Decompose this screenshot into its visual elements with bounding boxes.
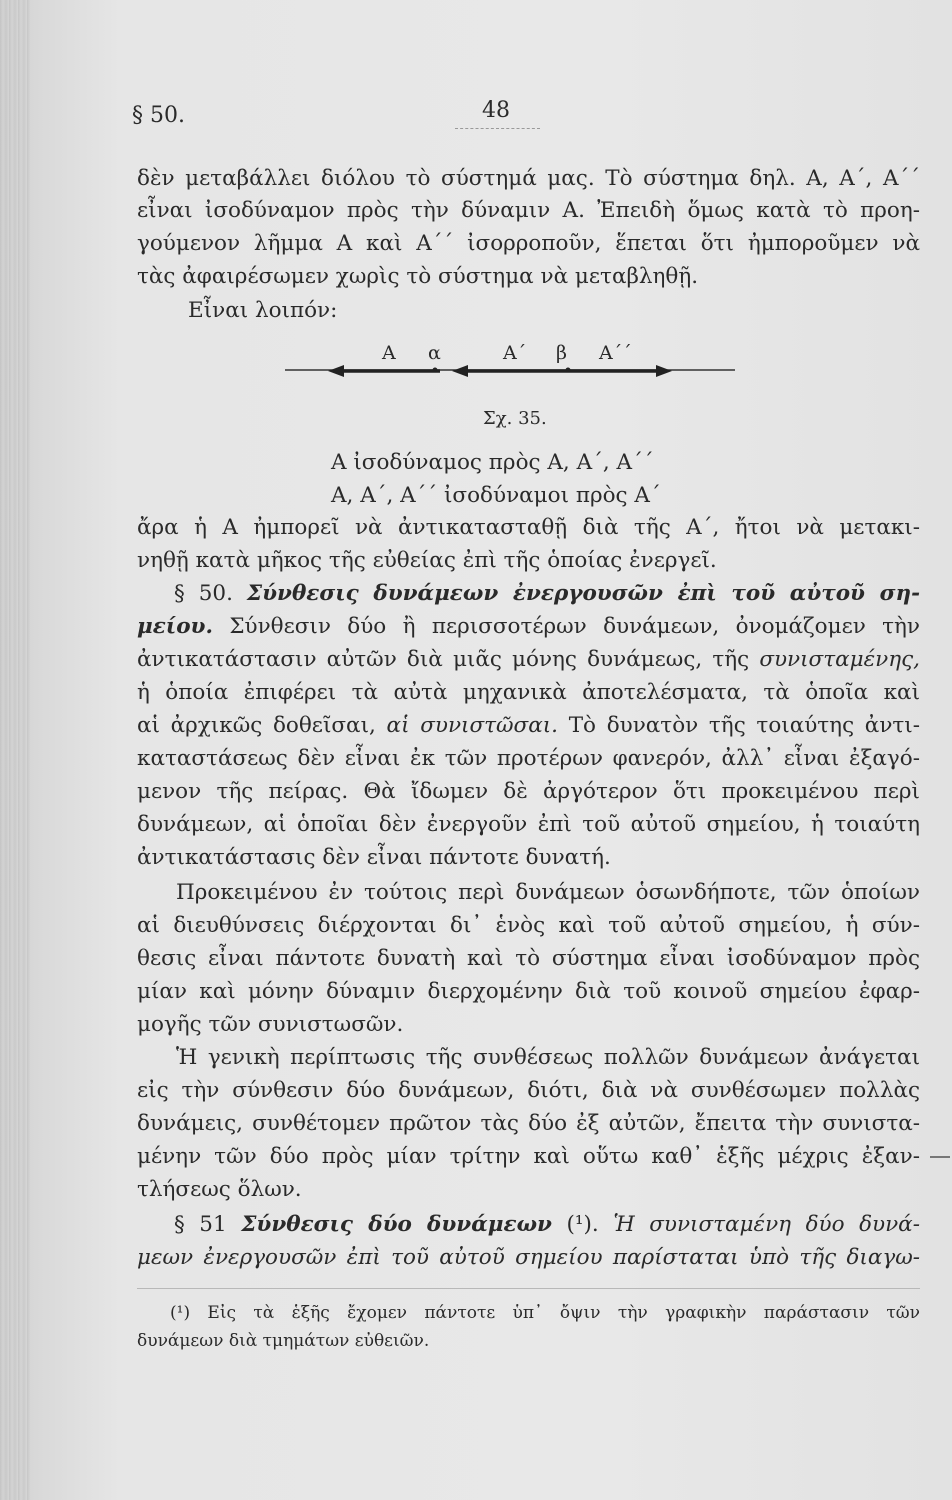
text-line [137,612,920,642]
figure-label: Α΄ [503,342,527,364]
point-beta [566,368,571,373]
page-number: 48 [482,98,510,123]
figure-label: α [428,342,441,364]
text-span: ἀντικατάστασιν αὐτῶν διὰ μιᾶς μόνης δυνάμεως, τῆς [137,647,750,672]
section-heading [174,1210,920,1240]
text-span: Ἡ συνισταμένη δύο δυνά- [613,1212,920,1237]
equation-line: Α, Α΄, Α΄΄ ἰσοδύναμοι πρὸς Α΄ [331,483,661,508]
arrowhead-left-2 [452,365,468,377]
term-resultant: συνισταμένης, [759,647,920,672]
text-line: καταστάσεως δὲν εἶναι ἐκ τῶν προτέρων φανερόν, ἀλλ᾽ εἶναι ἐξαγό- [137,746,920,771]
footnote-line: δυνάμεων διὰ τμημάτων εὐθειῶν. [137,1331,430,1351]
text-line: δυνάμεις, συνθέτομεν πρῶτον τὰς δύο ἐξ αὐτῶν, ἔπειτα τὴν συνιστα- [137,1111,920,1136]
text-line: γούμενον λῆμμα Α καὶ Α΄΄ ἰσορροποῦν, ἕπεται ὅτι ἠμποροῦμεν νὰ [137,231,920,256]
text-line: νηθῇ κατὰ μῆκος τῆς εὐθείας ἐπὶ τῆς ὁποίας ἐνεργεῖ. [137,548,717,573]
text-line: τὰς ἀφαιρέσωμεν χωρὶς τὸ σύστημα νὰ μεταβληθῇ. [137,264,699,289]
page-edge-shadow [0,0,30,1500]
section-mark: § 51 [174,1212,227,1237]
section-title: Σύνθεσις δύο δυνάμεων [241,1212,552,1237]
text-line: ἄρα ἡ Α ἠμπορεῖ νὰ ἀντικατασταθῇ διὰ τῆς Α΄, ἤτοι νὰ μετακι- [137,515,920,540]
margin-mark [930,1156,950,1158]
text-line: δυνάμεων, αἱ ὁποῖαι δὲν ἐνεργοῦν ἐπὶ τοῦ αὐτοῦ σημείου, ἡ τοιαύτη [137,812,920,837]
text-line: Εἶναι λοιπόν: [188,298,338,323]
text-line: ἡ ὁποία ἐπιφέρει τὰ αὐτὰ μηχανικὰ ἀποτελέσματα, τὰ ὁποῖα καὶ [137,680,920,705]
force-line-diagram [280,355,740,385]
arrowhead-right [656,365,672,377]
text-line: θεσις εἶναι πάντοτε δυνατὴ καὶ τὸ σύστημα εἶναι ἰσοδύναμον πρὸς [137,946,920,971]
text-span: Τὸ δυνατὸν τῆς τοιαύτης ἀντι- [568,713,920,738]
figure-label: Α [382,342,396,364]
text-line: εἰς τὴν σύνθεσιν δύο δυνάμεων, διότι, διὰ νὰ συνθέσωμεν πολλὰς [137,1078,920,1103]
text-span: αἱ ἀρχικῶς δοθεῖσαι, [137,713,376,738]
term-components: αἱ συνιστῶσαι. [386,713,559,738]
text-line [137,711,920,741]
text-line: Ἡ γενικὴ περίπτωσις τῆς συνθέσεως πολλῶν δυνάμεων ἀνάγεται [176,1045,920,1070]
text-line: ἀντικατάστασις δὲν εἶναι πάντοτε δυνατή. [137,845,611,870]
section-title: Σύνθεσις δυνάμεων ἐνεργουσῶν ἐπὶ τοῦ αὐτοῦ ση- [246,581,920,606]
text-line: τλήσεως ὅλων. [137,1177,302,1202]
section-title-end: μείου. [137,614,213,639]
header-section: § 50. [132,103,185,128]
section-heading [174,579,920,609]
text-line: μενον τῆς πείρας. Θὰ ἴδωμεν δὲ ἀργότερον ὅτι προκειμένου περὶ [137,779,920,804]
equation-line: Α ἰσοδύναμος πρὸς Α, Α΄, Α΄΄ [331,450,654,475]
footnote-line: (¹) Εἰς τὰ ἑξῆς ἔχομεν πάντοτε ὑπ᾽ ὄψιν τὴν γραφικὴν παράστασιν τῶν [170,1303,920,1323]
arrowhead-left-1 [328,365,344,377]
page-number-rule [455,128,540,129]
text-span: Σύνθεσιν δύο ἢ περισσοτέρων δυνάμεων, ὀνομάζομεν τὴν [229,614,920,639]
point-alpha [433,368,438,373]
text-line: Προκειμένου ἐν τούτοις περὶ δυνάμεων ὁσωνδήποτε, τῶν ὁποίων [176,880,920,905]
footnote-ref: (¹). [566,1212,599,1237]
section-mark: § 50. [174,581,233,606]
text-line: μένην τῶν δύο πρὸς μίαν τρίτην καὶ οὕτω καθ᾽ ἑξῆς μέχρις ἐξαν- [137,1144,920,1169]
figure-caption: Σχ. 35. [483,408,547,429]
text-line: δὲν μεταβάλλει διόλου τὸ σύστημά μας. Τὸ σύστημα δηλ. Α, Α΄, Α΄΄ [137,166,920,191]
footnote-rule [137,1288,920,1289]
text-line: αἱ διευθύνσεις διέρχονται δι᾽ ἑνὸς καὶ τοῦ αὐτοῦ σημείου, ἡ σύν- [137,913,920,938]
text-line [137,645,920,675]
figure-label: Α΄΄ [599,342,632,364]
text-line: μογῆς τῶν συνιστωσῶν. [137,1012,404,1037]
text-line: μίαν καὶ μόνην δύναμιν διερχομένην διὰ τοῦ κοινοῦ σημείου ἐφαρ- [137,979,920,1004]
text-line: μεων ἐνεργουσῶν ἐπὶ τοῦ αὐτοῦ σημείου παρίσταται ὑπὸ τῆς διαγω- [137,1245,920,1270]
figure-label: β [556,342,567,364]
text-line: εἶναι ἰσοδύναμον πρὸς τὴν δύναμιν Α. Ἐπειδὴ ὅμως κατὰ τὸ προη- [137,198,920,223]
